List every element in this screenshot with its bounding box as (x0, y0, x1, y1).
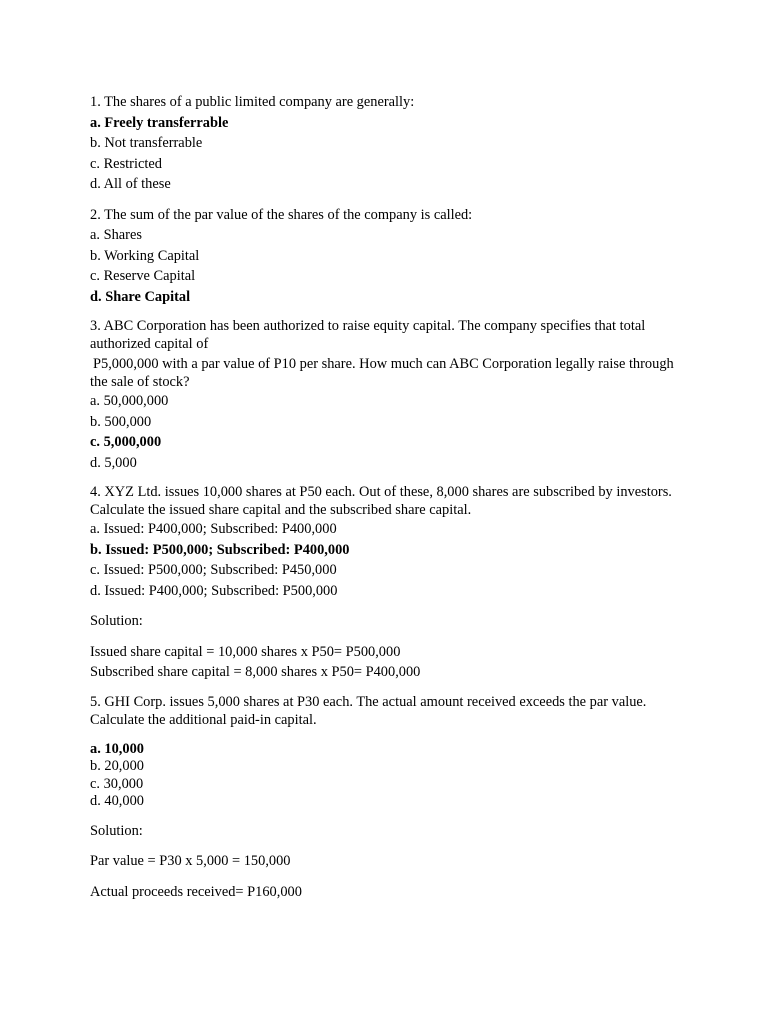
document-page (90, 92, 690, 912)
question-2-option-d: d. Share Capital (90, 288, 191, 305)
question-3-option-d: d. 5,000 (90, 454, 137, 471)
question-5 (90, 693, 690, 729)
question-2-text: 2. The sum of the par value of the shares of the company is called: (90, 206, 473, 223)
question-4-solution-label (90, 611, 690, 632)
question-4-option-d: d. Issued: P400,000; Subscribed: P500,000 (90, 582, 338, 599)
question-5-option-a: a. 10,000 (90, 740, 144, 757)
question-4 (90, 483, 690, 601)
question-5-option-c: c. 30,000 (90, 775, 144, 792)
question-4-option-a: a. Issued: P400,000; Subscribed: P400,000 (90, 521, 337, 537)
question-5-option-b: b. 20,000 (90, 758, 144, 774)
question-5-options (90, 741, 690, 811)
solution-line: Subscribed share capital = 8,000 shares x P50= P400,000 (90, 664, 421, 680)
question-1-option-b: b. Not transferrable (90, 135, 203, 151)
question-5-solution-proceeds (90, 882, 690, 903)
question-5-option-d: d. 40,000 (90, 793, 144, 809)
solution-line: Par value = P30 x 5,000 = 150,000 (90, 853, 291, 869)
solution-label: Solution: (90, 613, 143, 629)
question-4-solution (90, 642, 690, 683)
question-3-option-c: c. 5,000,000 (90, 434, 162, 450)
question-1-option-a: a. Freely transferrable (90, 114, 229, 131)
question-1-option-c: c. Restricted (90, 155, 162, 172)
question-5-solution-par-value (90, 851, 690, 872)
question-1 (90, 92, 690, 195)
question-5-solution-label (90, 821, 690, 842)
question-2-option-c: c. Reserve Capital (90, 268, 196, 284)
question-3 (90, 317, 690, 473)
question-2-option-a: a. Shares (90, 227, 142, 243)
question-5-text: 5. GHI Corp. issues 5,000 shares at P30 each. The actual amount received exceeds the par value. Calculate the additional paid-in capital. (90, 693, 647, 728)
solution-line: Actual proceeds received= P160,000 (90, 883, 302, 900)
question-1-text: 1. The shares of a public limited company are generally: (90, 94, 415, 110)
question-2 (90, 205, 690, 308)
question-2-option-b: b. Working Capital (90, 247, 200, 264)
question-4-option-b: b. Issued: P500,000; Subscribed: P400,000 (90, 541, 350, 558)
question-3-option-a: a. 50,000,000 (90, 393, 169, 409)
question-3-text-part2: P5,000,000 with a par value of P10 per share. How much can ABC Corporation legally raise through the sale of stock? (90, 356, 674, 390)
question-1-option-d: d. All of these (90, 176, 171, 192)
solution-line: Issued share capital = 10,000 shares x P50= P500,000 (90, 643, 401, 660)
question-4-text: 4. XYZ Ltd. issues 10,000 shares at P50 each. Out of these, 8,000 shares are subscribed by investors. Calculate the issued share capital and the subscribed share capital. (90, 484, 672, 518)
question-4-option-c: c. Issued: P500,000; Subscribed: P450,000 (90, 562, 337, 578)
question-3-option-b: b. 500,000 (90, 413, 152, 430)
solution-label: Solution: (90, 822, 143, 839)
question-3-text-part1: 3. ABC Corporation has been authorized to raise equity capital. The company specifies that total authorized capital of (90, 318, 646, 352)
